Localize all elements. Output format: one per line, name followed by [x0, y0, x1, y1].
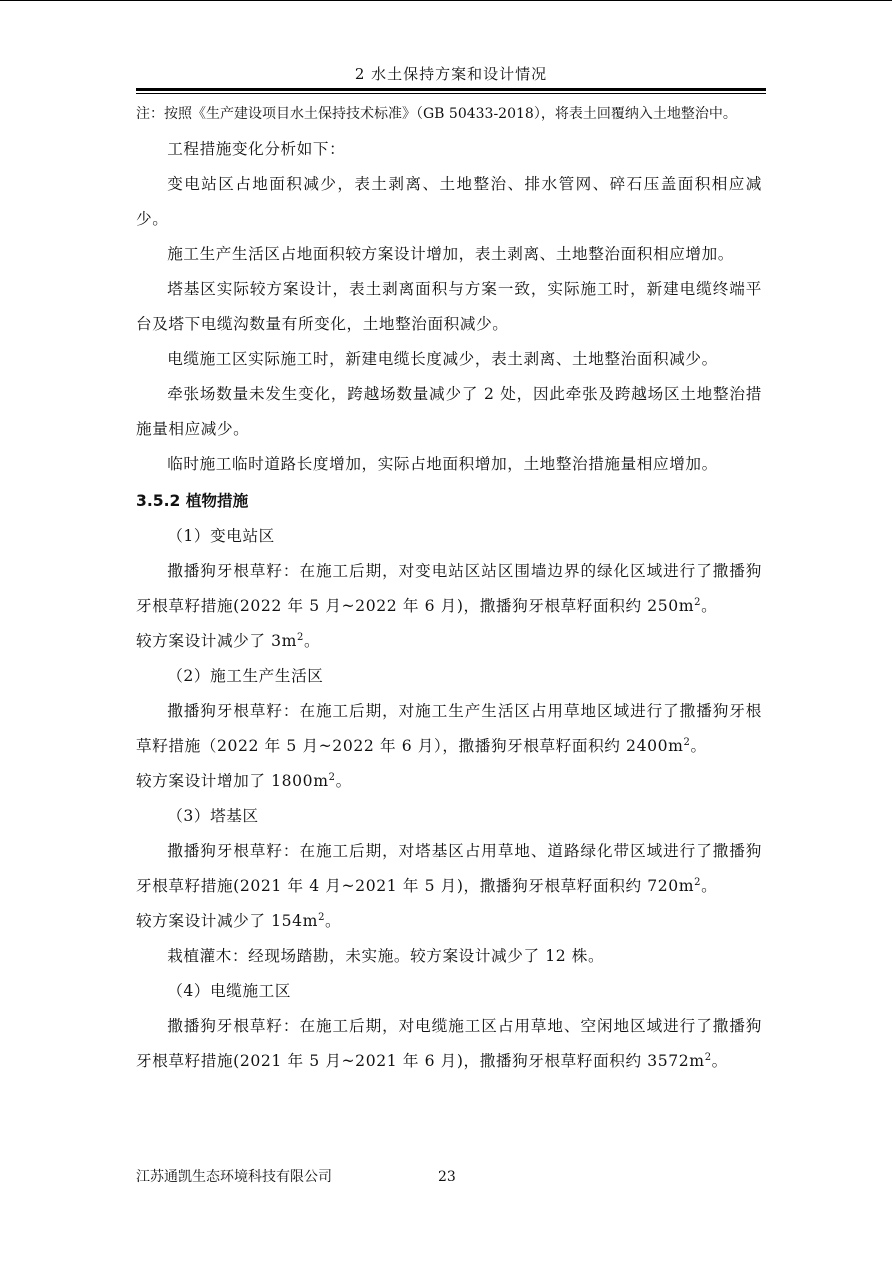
engineering-paragraph: 牵张场数量未发生变化，跨越场数量减少了 2 处，因此牵张及跨越场区土地整治措施量相应减少。: [136, 385, 762, 438]
engineering-paragraph: 电缆施工区实际施工时，新建电缆长度减少，表土剥离、土地整治面积减少。: [167, 350, 718, 368]
superscript-unit: 2: [683, 736, 691, 748]
running-header: 2 水土保持方案和设计情况: [354, 65, 548, 83]
area-change-text: 较方案设计减少了 $3m^2$。: [136, 631, 321, 650]
area-heading: （4）电缆施工区: [167, 982, 292, 1000]
superscript-unit: 2: [704, 1051, 712, 1063]
standard-note: 注：按照《生产建设项目水土保持技术标准》（GB 50433-2018），将表土回覆纳入土地整治中。: [136, 106, 737, 122]
area-change-text: 较方案设计增加了 $1800m^2$。: [136, 771, 352, 790]
area-measure-text: 撒播狗牙根草籽：在施工后期，对塔基区占用草地、道路绿化带区域进行了撒播狗牙根草籽措施(2021 年 4 月~2021 年 5 月)，撒播狗牙根草籽面积约 $720m^2$。: [136, 842, 762, 895]
page-body: [136, 102, 762, 1079]
area-measure-text: 撒播狗牙根草籽：在施工后期，对变电站区站区围墙边界的绿化区域进行了撒播狗牙根草籽措施(2022 年 5 月~2022 年 6 月)，撒播狗牙根草籽面积约 $250m^2$。: [136, 562, 762, 615]
engineering-paragraph: 变电站区占地面积减少，表土剥离、土地整治、排水管网、碎石压盖面积相应减少。: [136, 175, 762, 228]
superscript-unit: 2: [694, 596, 702, 608]
shrub-text: 栽植灌木：经现场踏勘，未实施。较方案设计减少了 12 株。: [167, 947, 605, 965]
header-rule-thin: [136, 93, 766, 94]
superscript-unit: 2: [318, 911, 326, 923]
area-change-text: 较方案设计减少了 $154m^2$。: [136, 911, 342, 930]
superscript-unit: 2: [694, 876, 702, 888]
header-rule-thick: [136, 88, 766, 91]
superscript-unit: 2: [328, 771, 336, 783]
superscript-unit: 2: [297, 631, 304, 643]
engineering-intro: 工程措施变化分析如下：: [167, 140, 346, 158]
page-number: 23: [438, 1169, 456, 1185]
area-heading: （1）变电站区: [167, 527, 275, 545]
engineering-paragraph: 施工生产生活区占地面积较方案设计增加，表土剥离、土地整治面积相应增加。: [167, 245, 734, 263]
engineering-paragraph: 塔基区实际较方案设计，表土剥离面积与方案一致，实际施工时，新建电缆终端平台及塔下电缆沟数量有所变化，土地整治面积减少。: [136, 280, 762, 333]
area-heading: （2）施工生产生活区: [167, 667, 324, 685]
top-border: [0, 0, 892, 1]
area-measure-text: 撒播狗牙根草籽：在施工后期，对电缆施工区占用草地、空闲地区域进行了撒播狗牙根草籽措施(2021 年 5 月~2021 年 6 月)，撒播狗牙根草籽面积约 $3572m^2$。: [136, 1017, 762, 1070]
section-heading: 3.5.2 植物措施: [136, 492, 249, 510]
area-heading: （3）塔基区: [167, 807, 259, 825]
engineering-paragraph: 临时施工临时道路长度增加，实际占地面积增加，土地整治措施量相应增加。: [167, 455, 718, 473]
footer-company: 江苏通凯生态环境科技有限公司: [136, 1169, 332, 1185]
area-measure-text: 撒播狗牙根草籽：在施工后期，对施工生产生活区占用草地区域进行了撒播狗牙根草籽措施（2022 年 5 月~2022 年 6 月），撒播狗牙根草籽面积约 $2400m^2$。: [136, 702, 762, 755]
